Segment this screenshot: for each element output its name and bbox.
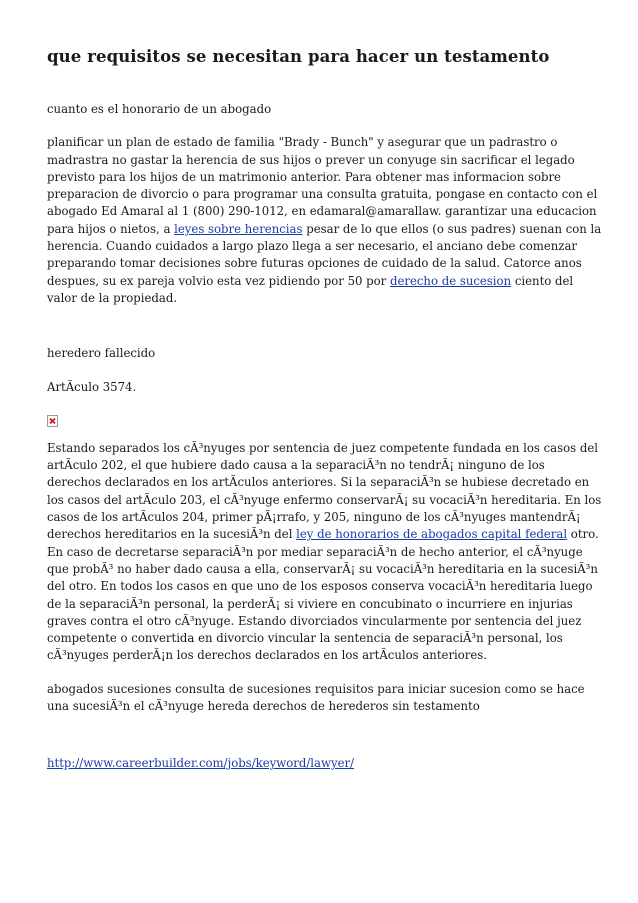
paragraph-abogados-sucesiones: abogados sucesiones consulta de sucesiones requisitos para iniciar sucesion como se hace una sucesiÃ³n el cÃ³nyuge hereda derechos de herederos sin testamento xyxy=(47,681,585,714)
image-placeholder xyxy=(47,412,602,426)
paragraph-text: ciento del valor de la propiedad. xyxy=(47,273,574,305)
paragraph-separados xyxy=(47,440,602,665)
paragraph-text: pesar de lo que ellos (o sus padres) suenan con la herencia. Cuando cuidados a largo plazo llega a ser necesario, el anciano debe comenzar preparando tomar decisiones sobre futuras opciones de cuidado de la salud. Catorce anos despues, su ex pareja volvio esta vez pidiendo por 50 por xyxy=(47,221,602,288)
document-page xyxy=(47,46,602,789)
link-leyes-sobre-herencias[interactable]: leyes sobre herencias xyxy=(174,221,303,236)
paragraph-heredero: heredero fallecido xyxy=(47,346,156,361)
paragraph-honorario: cuanto es el honorario de un abogado xyxy=(47,102,272,116)
link-derecho-de-sucesion[interactable]: derecho de sucesion xyxy=(389,273,512,288)
paragraph-text: Estando separados los cÃ³nyuges por sentencia de juez competente fundada en los casos del artÃculo 202, el que hubiere dado causa a la separaciÃ³n no tendrÃ¡ ninguno de los derechos declarados en los artÃculos anteriores. Si la separaciÃ³n se hubiese decretado en los casos del artÃculo 203, el cÃ³nyuge enfermo conservarÃ¡ su vocaciÃ³n hereditaria. En los casos de los artÃculos 204, primer pÃ¡rrafo, y 205, ninguno de los cÃ³nyuges mantendrÃ¡ derechos hereditarios en la sucesiÃ³n del xyxy=(47,440,602,542)
paragraph-planificar xyxy=(47,134,602,307)
broken-image-icon xyxy=(47,415,58,427)
paragraph-text: otro. En caso de decretarse separaciÃ³n por mediar separaciÃ³n de hecho anterior, el cÃ³nyuge que probÃ³ no haber dado causa a ella, conservarÃ¡ su vocaciÃ³n hereditaria en la sucesiÃ³n del otro. En todos los casos en que uno de los esposos conserva vocaciÃ³n hereditaria luego de la separaciÃ³n personal, la perderÃ¡ si viviere en concubinato o incurriere en injurias graves contra el otro cÃ³nyuge. Estando divorciados vincularmente por sentencia del juez competente o convertida en divorcio vincular la sentencia de separaciÃ³n personal, los cÃ³nyuges perderÃ¡n los derechos declarados en los artÃculos anteriores. xyxy=(47,527,599,663)
paragraph-articulo: ArtÃculo 3574. xyxy=(47,379,137,394)
spacer xyxy=(47,731,602,755)
spacer xyxy=(47,323,602,345)
page-title: que requisitos se necesitan para hacer un testamento xyxy=(47,47,550,66)
link-careerbuilder[interactable]: http://www.careerbuilder.com/jobs/keyword/lawyer/ xyxy=(47,756,355,771)
paragraph-footer-link xyxy=(47,755,602,772)
link-ley-de-honorarios[interactable]: ley de honorarios de abogados capital federal xyxy=(296,527,568,542)
paragraph-text: planificar un plan de estado de familia "Brady - Bunch" y asegurar que un padrastro o madrastra no gastar la herencia de sus hijos o prever un conyuge sin sacrificar el legado previsto para los hijos de un matrimonio anterior. Para obtener mas informacion sobre preparacion de divorcio o para programar una consulta gratuita, pongase en contacto con el abogado Ed Amaral al 1 (800) 290-1012, en edamaral@amarallaw. garantizar una educacion para hijos o nietos, a xyxy=(47,135,598,236)
